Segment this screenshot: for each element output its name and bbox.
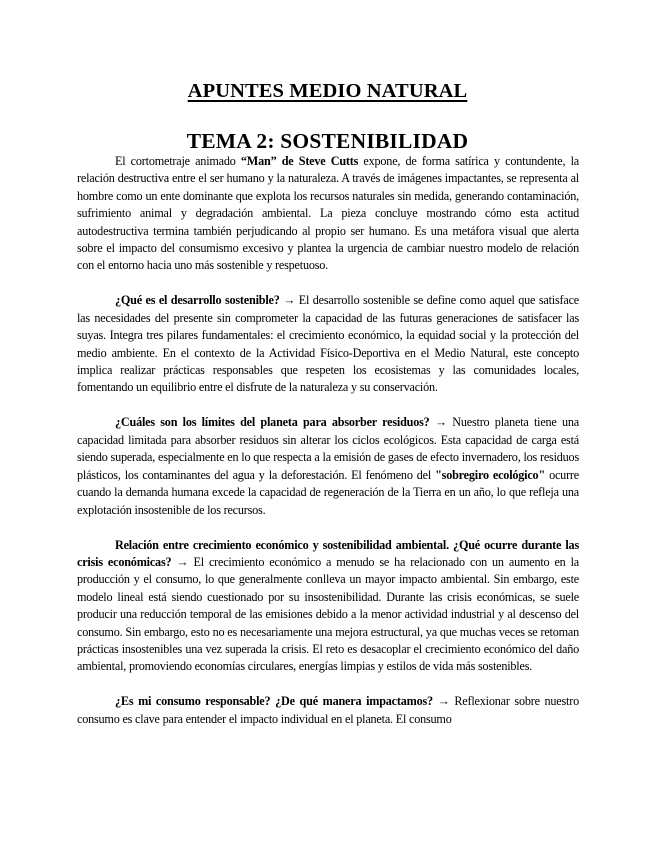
arrow-glyph: → [432,694,455,709]
question-heading: ¿Cuáles son los límites del planeta para absorber residuos? [115,415,430,430]
paragraph-text: Nuestro planeta tiene una capacidad limitada para absorber residuos sin alterar los ciclos ecológicos. Esta capacidad de carga está siendo superada, especialmente en lo que respecta a la emisión de gases de efecto invernadero, los residuos plásticos, los contaminantes del agua y la deforestación. El fenómeno del [77,415,579,482]
paragraph-text: El cortometraje animado [115,154,241,168]
paragraph-text: Reflexionar sobre nuestro consumo es clave para entender el impacto individual en el planeta. El consumo [77,694,579,726]
question-heading: ¿Qué es el desarrollo sostenible? [115,293,280,308]
paragraph-consumo-responsable [77,693,579,728]
document-body [77,153,579,746]
paragraph-text: El crecimiento económico a menudo se ha relacionado con un aumento en la producción y el consumo, lo que generalmente conlleva un mayor impacto ambiental. Sin embargo, este modelo lineal está siendo cuestionado por su insostenibilidad. Durante las crisis económicas, se suele producir una reducción temporal de las emisiones debido a la menor actividad industrial y al descenso del consumo. Sin embargo, esto no es necesariamente una mejora estructural, ya que muchas veces se retoman prácticas insostenibles una vez superada la crisis. El reto es desacoplar el crecimiento económico del daño ambiental, promoviendo economías circulares, energías limpias y estilos de vida más sostenibles. [77,554,579,674]
document-title: APUNTES MEDIO NATURAL [187,80,468,102]
arrow-glyph: → [279,293,299,308]
topic-title: TEMA 2: SOSTENIBILIDAD [186,129,469,153]
arrow-glyph: → [429,415,453,430]
paragraph-intro [77,153,579,275]
paragraph-text: El desarrollo sostenible se define como aquel que satisface las necesidades del presente sin comprometer la capacidad de las futuras generaciones de satisfacer las suyas. Integra tres pilares fundamentales: el crecimiento económico, la equidad social y la protección del medio ambiente. En el contexto de la Actividad Físico-Deportiva en el Medio Natural, este concepto implica realizar prácticas responsables que respeten los ecosistemas y las comunidades locales, fomentando un equilibrio entre el disfrute de la naturaleza y su conservación. [77,293,579,395]
arrow-glyph: → [171,554,194,569]
question-heading: Relación entre crecimiento económico y sostenibilidad ambiental. ¿Qué ocurre durante las crisis económicas? [77,537,579,569]
key-term: "sobregiro ecológico" [435,467,546,482]
paragraph-text: expone, de forma satírica y contundente, la relación destructiva entre el ser humano y la naturaleza. A través de imágenes impactantes, se representa al hombre como un ente dominante que explota los recursos naturales sin medida, generando contaminación, sufrimiento animal y degradación ambiental. La pieza concluye mostrando cómo esta actitud autodestructiva termina también perjudicando al propio ser humano. Es una metáfora visual que alerta sobre el impacto del consumismo excesivo y plantea la urgencia de cambiar nuestro modelo de relación con el entorno hacia uno más sostenible y respetuoso. [77,154,579,273]
film-title: “Man” de Steve Cutts [240,154,359,168]
paragraph-limites-planeta [77,414,579,518]
question-heading: ¿Es mi consumo responsable? ¿De qué manera impactamos? [115,694,433,709]
paragraph-desarrollo-sostenible [77,292,579,396]
paragraph-crecimiento-economico [77,537,579,676]
paragraph-text: ocurre cuando la demanda humana excede la capacidad de regeneración de la Tierra en un año, lo que refleja una explotación insostenible de los recursos. [77,467,579,517]
